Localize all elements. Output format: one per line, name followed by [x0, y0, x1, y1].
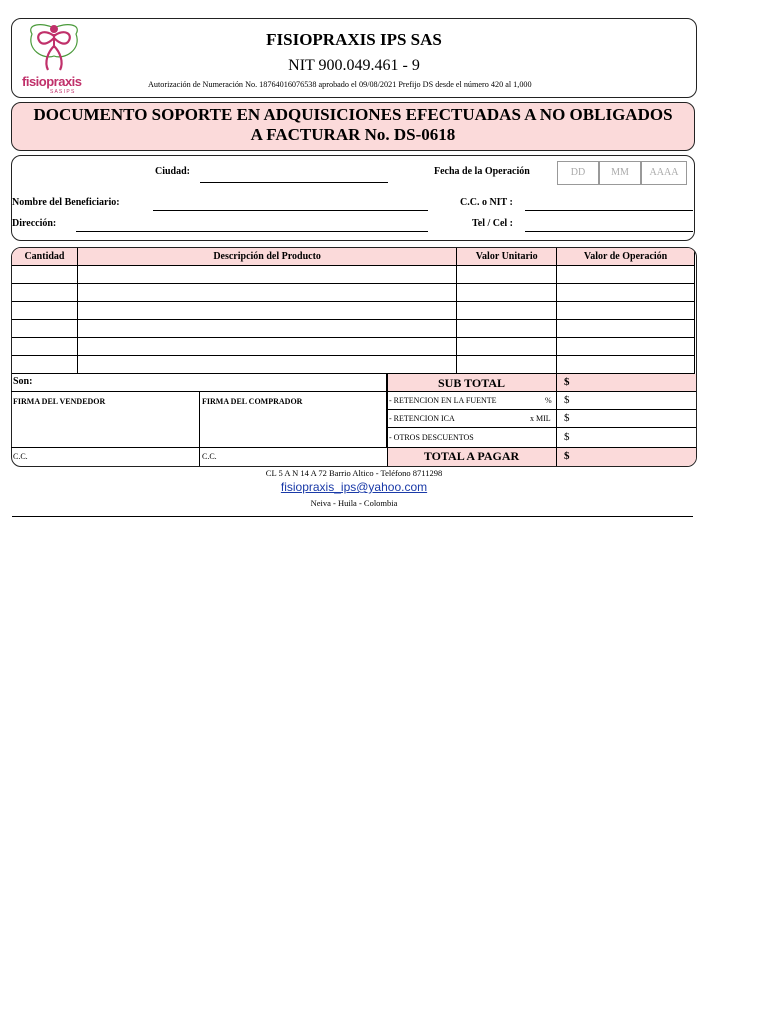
- currency-subtotal: $: [564, 376, 570, 388]
- cell[interactable]: [77, 284, 456, 302]
- retfuente-unit: %: [545, 396, 552, 405]
- cell[interactable]: [557, 284, 695, 302]
- items-table: [11, 247, 695, 374]
- date-year-field[interactable]: AAAA: [641, 161, 687, 185]
- son-row[interactable]: [11, 374, 387, 392]
- authorization-text: Autorización de Numeración No. 18764016076538 aprobado el 09/08/2021 Prefijo DS desde el número 420 al 1,000: [148, 80, 532, 89]
- bottom-rule: [12, 516, 693, 517]
- currency-retica: $: [564, 412, 570, 424]
- ccnit-field[interactable]: [525, 210, 693, 211]
- cell[interactable]: [77, 320, 456, 338]
- ciudad-label: Ciudad:: [155, 166, 191, 177]
- contact-city: Neiva - Huila - Colombia: [310, 498, 398, 508]
- table-row: [12, 284, 695, 302]
- firma-vendedor-label: FIRMA DEL VENDEDOR: [13, 397, 106, 406]
- table-row: [12, 338, 695, 356]
- retica-label: - RETENCION ICA: [389, 414, 455, 423]
- document-title-line1: DOCUMENTO SOPORTE EN ADQUISICIONES EFECTUADAS A NO OBLIGADOS: [33, 105, 673, 124]
- cc-comprador-label: C.C.: [202, 452, 217, 461]
- cell[interactable]: [457, 302, 557, 320]
- col-valor-unitario: Valor Unitario: [457, 248, 557, 266]
- tel-label: Tel / Cel :: [472, 218, 514, 229]
- cell[interactable]: [557, 320, 695, 338]
- otros-label: - OTROS DESCUENTOS: [389, 433, 474, 442]
- cell[interactable]: [457, 266, 557, 284]
- cell[interactable]: [557, 266, 695, 284]
- table-row: [12, 356, 695, 374]
- son-label: Son:: [13, 376, 33, 387]
- cell[interactable]: [457, 356, 557, 374]
- cell[interactable]: [457, 320, 557, 338]
- ciudad-field[interactable]: [200, 182, 388, 183]
- table-row: [12, 266, 695, 284]
- currency-otros: $: [564, 431, 570, 443]
- cell[interactable]: [12, 284, 78, 302]
- document-title-line2: A FACTURAR No. DS-0618: [250, 125, 456, 144]
- date-day-field[interactable]: DD: [557, 161, 599, 185]
- currency-total: $: [564, 450, 570, 462]
- col-cantidad: Cantidad: [12, 248, 78, 266]
- table-row: [12, 320, 695, 338]
- contact-email-link[interactable]: fisiopraxis_ips@yahoo.com: [280, 480, 428, 494]
- company-nit: NIT 900.049.461 - 9: [288, 57, 420, 74]
- cell[interactable]: [557, 356, 695, 374]
- col-valor-operacion: Valor de Operación: [557, 248, 695, 266]
- cell[interactable]: [12, 302, 78, 320]
- cell[interactable]: [12, 320, 78, 338]
- logo-subtext: S A S I P S: [50, 89, 75, 95]
- tel-field[interactable]: [525, 231, 693, 232]
- direccion-label: Dirección:: [12, 218, 57, 229]
- cell[interactable]: [557, 338, 695, 356]
- cell[interactable]: [12, 266, 78, 284]
- retica-unit: x MIL: [530, 414, 551, 423]
- cell[interactable]: [12, 338, 78, 356]
- totals-divider: [556, 374, 557, 466]
- cell[interactable]: [12, 356, 78, 374]
- cell[interactable]: [77, 356, 456, 374]
- subtotal-label: SUB TOTAL: [437, 376, 506, 390]
- beneficiario-field[interactable]: [153, 210, 428, 211]
- cell[interactable]: [77, 338, 456, 356]
- signature-divider: [199, 392, 200, 466]
- cell[interactable]: [77, 266, 456, 284]
- cell[interactable]: [457, 338, 557, 356]
- col-descripcion: Descripción del Producto: [77, 248, 456, 266]
- contact-address: CL 5 A N 14 A 72 Barrio Altico - Teléfono 8711298: [265, 468, 443, 478]
- currency-retfuente: $: [564, 394, 570, 406]
- retfuente-label: - RETENCION EN LA FUENTE: [389, 396, 497, 405]
- cc-vendedor-label: C.C.: [13, 452, 28, 461]
- cell[interactable]: [557, 302, 695, 320]
- table-row: [12, 302, 695, 320]
- company-name: FISIOPRAXIS IPS SAS: [266, 30, 442, 49]
- total-label: TOTAL A PAGAR: [423, 449, 520, 463]
- direccion-field[interactable]: [76, 231, 428, 232]
- cell[interactable]: [77, 302, 456, 320]
- cell[interactable]: [457, 284, 557, 302]
- ccnit-label: C.C. o NIT :: [460, 197, 513, 208]
- fecha-label: Fecha de la Operación: [434, 166, 530, 177]
- date-month-field[interactable]: MM: [599, 161, 641, 185]
- logo-text: fisiopraxis: [22, 74, 82, 89]
- firma-comprador-label: FIRMA DEL COMPRADOR: [202, 397, 303, 406]
- beneficiario-label: Nombre del Beneficiario:: [12, 197, 120, 208]
